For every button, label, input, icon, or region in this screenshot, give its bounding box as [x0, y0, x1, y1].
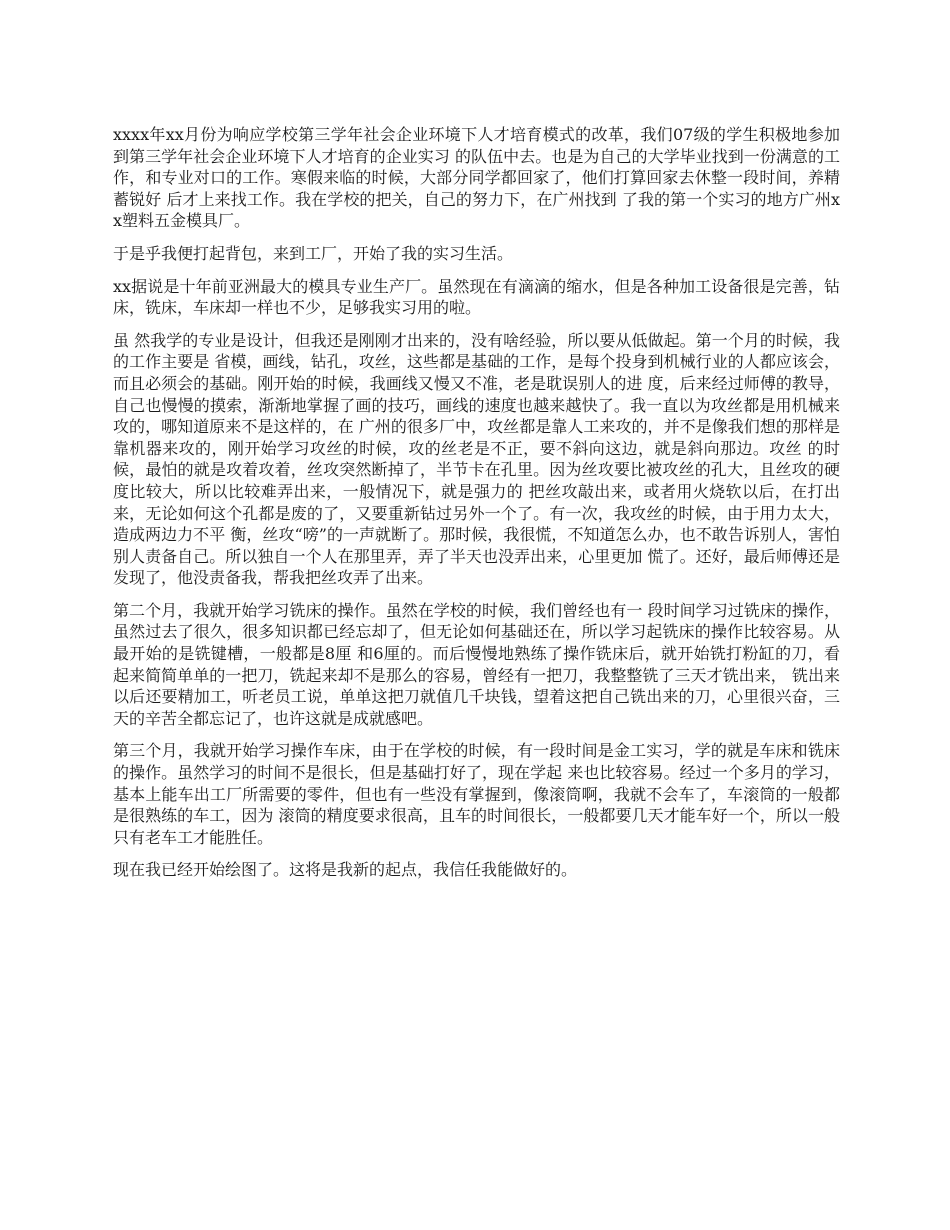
paragraph-conclusion: 现在我已经开始绘图了。这将是我新的起点，我信任我能做好的。	[113, 860, 578, 880]
paragraph-third-month: 第三个月，我就开始学习操作车床，由于在学校的时候，有一段时间是金工实习，学的就是车床和铣床的操作。虽然学习的时间不是很长，但是基础打好了，现在学起 来也比较容易。经过一个多月的学习，基本上能车出工厂所需要的零件，但也有一些没有掌握到，像滚筒啊，我就不会车了，车滚筒的一般都是很熟练的车工，因为 滚筒的精度要求很高，且车的时间很长，一般都要几天才能车好一个，所以一般只有老车工才能胜任。	[113, 741, 840, 847]
paragraph-intro: xxxx年xx月份为响应学校第三学年社会企业环境下人才培育模式的改革，我们07级的学生积极地参加到第三学年社会企业环境下人才培育的企业实习 的队伍中去。也是为自己的大学毕业找到一份满意的工作，和专业对口的工作。寒假来临的时候，大部分同学都回家了，他们打算回家去休整一段时间，养精蓄锐好 后才上来找工作。我在学校的把关，自己的努力下，在广州找到 了我的第一个实习的地方广州xx塑料五金模具厂。	[113, 125, 840, 231]
paragraph-factory: xx据说是十年前亚洲最大的模具专业生产厂。虽然现在有滴滴的缩水，但是各种加工设备很是完善，钻床，铣床，车床却一样也不少，足够我实习用的啦。	[113, 276, 840, 318]
paragraph-second-month: 第二个月，我就开始学习铣床的操作。虽然在学校的时候，我们曾经也有一 段时间学习过铣床的操作，虽然过去了很久，很多知识都已经忘却了，但无论如何基础还在，所以学习起铣床的操作比较容易。从最开始的是铣键槽，一般都是8厘 和6厘的。而后慢慢地熟练了操作铣床后，就开始铣打粉缸的刀，看起来简简单单的一把刀，铣起来却不是那么的容易，曾经有一把刀，我整整铣了三天才铣出来， 铣出来以后还要精加工，听老员工说，单单这把刀就值几千块钱，望着这把自己铣出来的刀，心里很兴奋，三天的辛苦全都忘记了，也许这就是成就感吧。	[113, 600, 840, 728]
paragraph-start-internship: 于是乎我便打起背包，来到工厂，开始了我的实习生活。	[113, 243, 514, 263]
document-body	[113, 124, 840, 892]
paragraph-first-month: 虽 然我学的专业是设计，但我还是刚刚才出来的，没有啥经验，所以要从低做起。第一个月的时候，我的工作主要是 省模，画线，钻孔，攻丝，这些都是基础的工作，是每个投身到机械行业的人都应该会，而且必须会的基础。刚开始的时候，我画线又慢又不准，老是耽误别人的进 度，后来经过师傅的教导，自己也慢慢的摸索，渐渐地掌握了画的技巧，画线的速度也越来越快了。我一直以为攻丝都是用机械来攻的，哪知道原来不是这样的，在 广州的很多厂中，攻丝都是靠人工来攻的，并不是像我们想的那样是靠机器来攻的，刚开始学习攻丝的时候，攻的丝老是不正，要不斜向这边，就是斜向那边。攻丝 的时候，最怕的就是攻着攻着，丝攻突然断掉了，半节卡在孔里。因为丝攻要比被攻丝的孔大，且丝攻的硬度比较大，所以比较难弄出来，一般情况下，就是强力的 把丝攻敲出来，或者用火烧软以后，在打出来，无论如何这个孔都是废的了，又要重新钻过另外一个了。有一次，我攻丝的时候，由于用力太大，造成两边力不平 衡，丝攻“嗙”的一声就断了。那时候，我很慌，不知道怎么办，也不敢告诉别人，害怕别人责备自己。所以独自一个人在那里弄，弄了半天也没弄出来，心里更加 慌了。还好，最后师傅还是发现了，他没责备我，帮我把丝攻弄了出来。	[113, 330, 840, 588]
